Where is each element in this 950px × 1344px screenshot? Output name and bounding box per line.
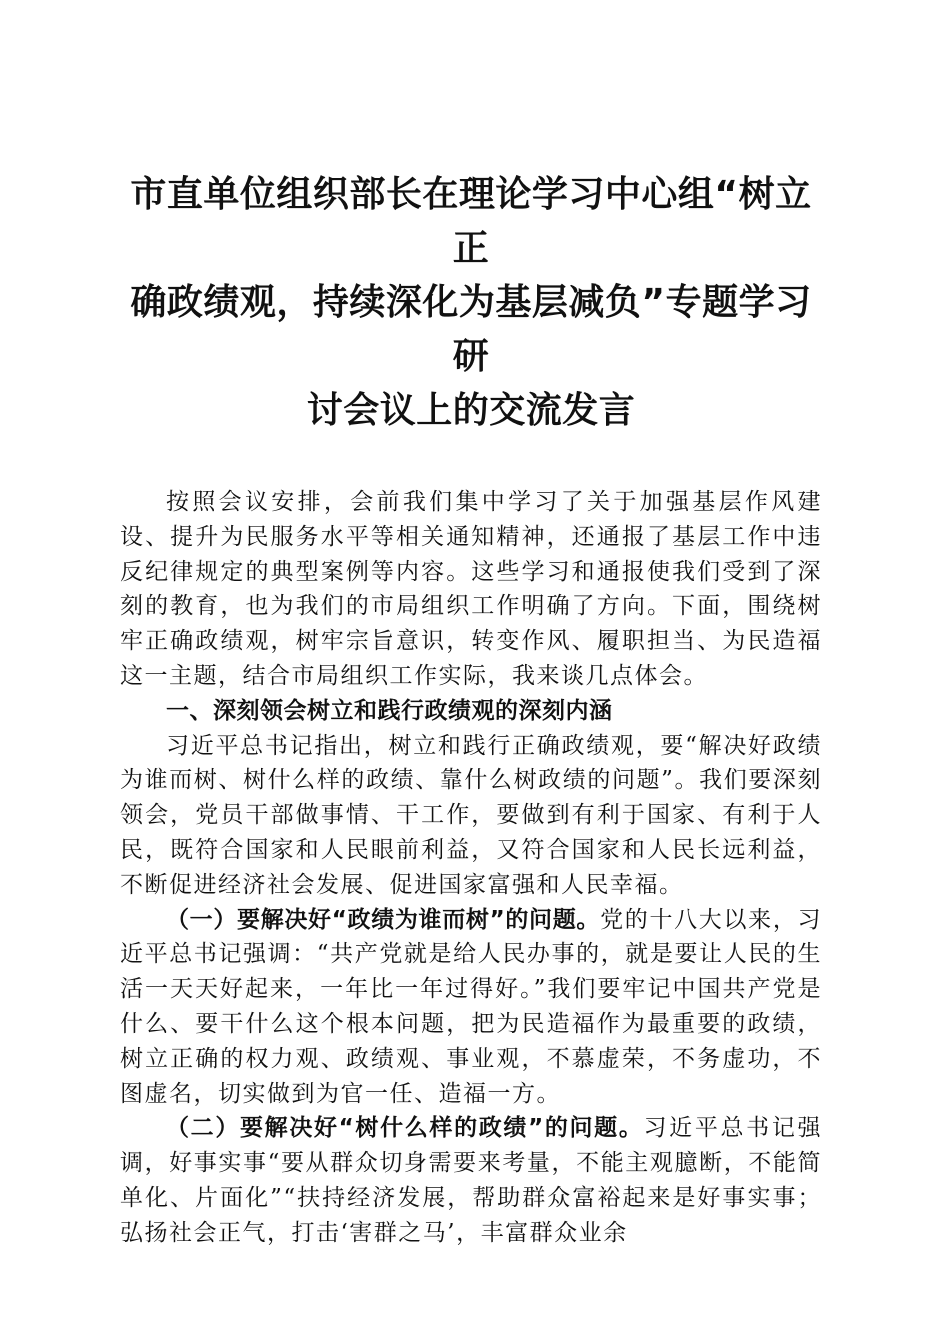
subsection-1-lead: （一）要解决好“政绩为谁而树”的问题。 bbox=[166, 906, 601, 933]
title-line-2: 确政绩观，持续深化为基层减负”专题学习研 bbox=[130, 282, 812, 377]
title-line-3: 讨会议上的交流发言 bbox=[306, 390, 636, 431]
section-1-paragraph: 习近平总书记指出，树立和践行正确政绩观，要“解决好政绩为谁而树、树什么样的政绩、靠什么树政绩的问题”。我们要深刻领会，党员干部做事情、干工作，要做到有利于国家、有利于人民，既符合国家和人民眼前利益，又符合国家和人民长远利益，不断促进经济社会发展、促进国家富强和人民幸福。 bbox=[120, 732, 822, 898]
title-line-1: 市直单位组织部长在理论学习中心组“树立正 bbox=[130, 174, 812, 269]
document-title bbox=[120, 168, 822, 438]
section-1-heading: 一、深刻领会树立和践行政绩观的深刻内涵 bbox=[166, 697, 613, 724]
subsection-2-paragraph bbox=[120, 1111, 822, 1250]
subsection-2-body: 习近平总书记强调，好事实事“要从群众切身需要来考量，不能主观臆断，不能简单化、片面化”“扶持经济发展，帮助群众富裕起来是好事实事；弘扬社会正气，打击‘害群之马’，丰富群众业余 bbox=[120, 1115, 822, 1246]
document-body bbox=[120, 485, 822, 1251]
subsection-1-paragraph bbox=[120, 903, 822, 1112]
document-page bbox=[120, 168, 822, 1251]
subsection-1-body: 党的十八大以来，习近平总书记强调：“共产党就是给人民办事的，就是要让人民的生活一天天好起来，一年比一年过得好。”我们要牢记中国共产党是什么、要干什么这个根本问题，把为民造福作为最重要的政绩，树立正确的权力观、政绩观、事业观，不慕虚荣，不务虚功，不图虚名，切实做到为官一任、造福一方。 bbox=[120, 906, 823, 1107]
subsection-2-lead: （二）要解决好“树什么样的政绩”的问题。 bbox=[166, 1115, 644, 1142]
intro-paragraph: 按照会议安排，会前我们集中学习了关于加强基层作风建设、提升为民服务水平等相关通知精神，还通报了基层工作中违反纪律规定的典型案例等内容。这些学习和通报使我们受到了深刻的教育，也为我们的市局组织工作明确了方向。下面，围绕树牢正确政绩观，树牢宗旨意识，转变作风、履职担当、为民造福这一主题，结合市局组织工作实际，我来谈几点体会。 bbox=[120, 489, 822, 689]
